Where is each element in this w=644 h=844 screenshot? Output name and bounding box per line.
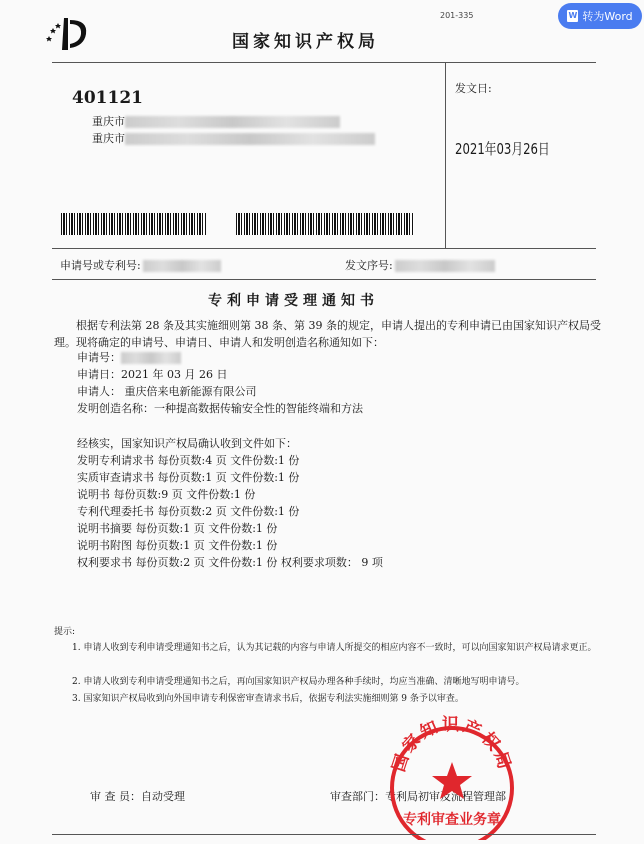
- examiner: 审 查 员：自动受理: [90, 790, 185, 803]
- address-redacted-2: [125, 133, 375, 145]
- document-title: 专利申请受理通知书: [208, 293, 379, 309]
- app-no-row: 申请号或专利号:: [60, 258, 221, 274]
- rule-vertical: [445, 62, 446, 248]
- info-app-no: 申请号：: [77, 350, 181, 366]
- seal-bottom-text: 专利审查业务章: [403, 812, 501, 828]
- postcode: 401121: [72, 88, 143, 108]
- info-invention-name: 发明创造名称：一种提高数据传输安全性的智能终端和方法: [77, 402, 363, 415]
- svg-text:国家知识产权局: 国家知识产权局: [389, 715, 515, 775]
- word-doc-icon: W: [568, 11, 578, 20]
- official-seal: [383, 712, 521, 840]
- intro-paragraph: 根据专利法第 28 条及其实施细则第 38 条、第 39 条的规定，申请人提出的专利申请已由国家知识产权局受理。现将确定的申请号、申请日、申请人和发明创造名称通知如下：: [54, 319, 601, 349]
- convert-word-button[interactable]: [558, 3, 642, 29]
- rule-bottom: [52, 834, 596, 835]
- barcode-left: [61, 213, 206, 235]
- tip-3: 3. 国家知识产权局收到向外国申请专利保密审查请求书后，依据专利法实施细则第 9 条予以审查。: [72, 694, 464, 704]
- tips-label: 提示:: [54, 627, 76, 637]
- file-item: 发明专利请求书 每份页数:4 页 文件份数:1 份: [77, 454, 300, 467]
- barcode-right: [236, 213, 414, 235]
- serial-no-row: 发文序号:: [345, 258, 495, 274]
- file-item: 说明书 每份页数:9 页 文件份数:1 份: [77, 488, 256, 501]
- convert-word-label: 转为Word: [582, 10, 633, 23]
- file-item: 说明书附图 每份页数:1 页 文件份数:1 份: [77, 539, 278, 552]
- received-heading: 经核实，国家知识产权局确认收到文件如下：: [77, 437, 297, 450]
- rule-top: [52, 62, 596, 63]
- rule-mid: [52, 248, 596, 249]
- app-no-redacted: [143, 260, 221, 272]
- file-item: 专利代理委托书 每份页数:2 页 文件份数:1 份: [77, 505, 300, 518]
- address-line-1: 重庆市: [92, 114, 340, 130]
- address-line-2: 重庆市: [92, 131, 375, 147]
- serial-no-redacted: [395, 260, 495, 272]
- tip-1: 1. 申请人收到专利申请受理通知书之后，认为其记载的内容与申请人所提交的相应内容不一致时，可以向国家知识产权局请求更正。: [72, 643, 597, 653]
- file-item: 权利要求书 每份页数:2 页 文件份数:1 份 权利要求项数： 9 项: [77, 556, 383, 569]
- info-applicant: 申请人： 重庆倍来电新能源有限公司: [77, 385, 257, 398]
- cnipa-logo: [44, 14, 92, 52]
- file-item: 实质审查请求书 每份页数:1 页 文件份数:1 份: [77, 471, 300, 484]
- corner-code: 201-335: [440, 11, 474, 20]
- office-title: 国家知识产权局: [232, 32, 379, 52]
- rule-app: [52, 279, 596, 280]
- review-department: 审查部门：专利局初审及流程管理部: [330, 790, 506, 803]
- issue-date-label: 发文日:: [455, 82, 492, 95]
- info-app-no-redacted: [121, 352, 181, 364]
- file-list: [77, 453, 383, 572]
- file-item: 说明书摘要 每份页数:1 页 文件份数:1 份: [77, 522, 278, 535]
- seal-star-icon: [432, 762, 472, 799]
- tip-2: 2. 申请人收到专利申请受理通知书之后，再向国家知识产权局办理各种手续时，均应当准确、清晰地写明申请号。: [72, 677, 525, 687]
- issue-date-value: 2021年03月26日: [455, 140, 550, 158]
- info-app-date: 申请日：2021 年 03 月 26 日: [77, 368, 228, 381]
- address-redacted-1: [125, 116, 340, 128]
